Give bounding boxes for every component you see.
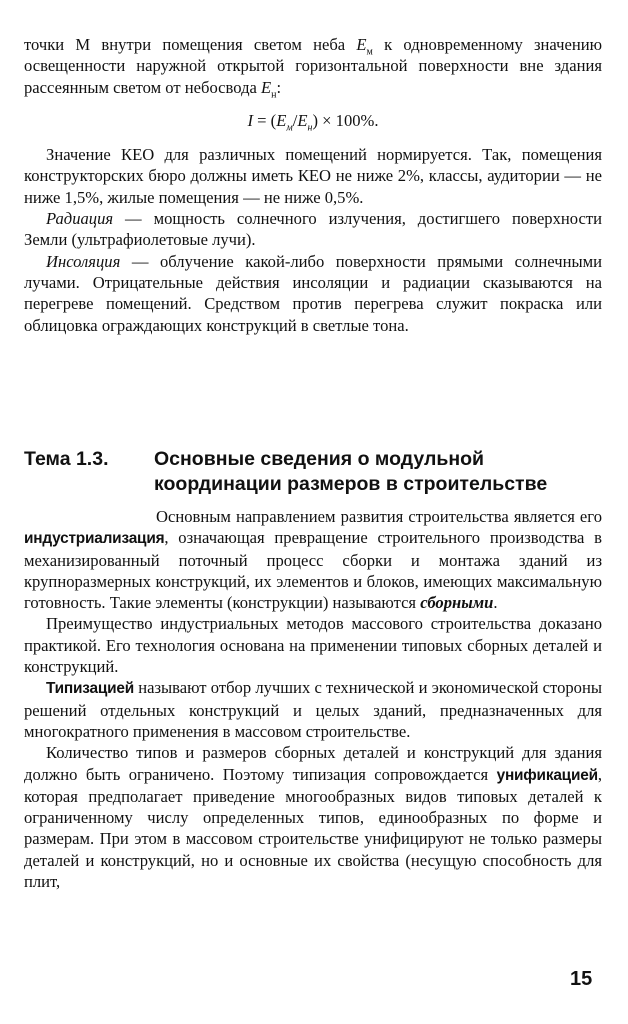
- formula: $I = (E_м/E_н) \times 100\%$.: [247, 110, 379, 134]
- paragraph-radiation: Радиация — мощность солнечного излучения, достигшего поверхности Земли (ультрафиолетовые лучи).: [24, 209, 602, 250]
- term-prefabricated: сборными: [420, 593, 494, 613]
- section-title: Основные сведения о модульной координации размеров в строительстве: [154, 448, 548, 495]
- paragraph-typification: Типизацией называют отбор лучших с технической и экономической стороны решений отдельных конструкций и целых зданий, предназначенных для многократного применения в массовом строительстве.: [24, 678, 602, 741]
- paragraph-advantage: Преимущество индустриальных методов массового строительства доказано практикой. Его технология основана на применении типовых сборных деталей и конструкций.: [24, 614, 602, 677]
- text-block-bottom: [24, 506, 602, 892]
- paragraph-insolation: Инсоляция — облучение какой-либо поверхности прямыми солнечными лучами. Отрицательные действия инсоляции и радиации сказываются на перегреве помещений. Средством против перегрева служит покраска или облицовка ограждающих конструкций в светлые тона.: [24, 251, 602, 335]
- section-number: Тема 1.3.: [24, 448, 109, 470]
- term-typification: Типизацией: [46, 680, 134, 698]
- paragraph-unification: Количество типов и размеров сборных деталей и конструкций для здания должно быть ограничено. Поэтому типизация сопровождается унификацией, которая предполагает приведение многообразных видов типовых деталей к ограниченному числу определенных типов, единообразных по форме и размерам. При этом в массовом строительстве унифицируют не только размеры деталей и конструкций, но и основные их свойства (несущую способность для плит,: [24, 743, 602, 892]
- term-insolation: Инсоляция: [46, 251, 121, 271]
- text-block-top: [24, 34, 602, 336]
- symbol-e: E: [261, 77, 272, 97]
- term-industrialization: индустриализация: [24, 530, 165, 548]
- term-radiation: Радиация: [46, 209, 114, 229]
- paragraph-keo-norms: Значение КЕО для различных помещений нормируется. Так, помещения конструкторских бюро должны иметь КЕО не ниже 2%, классы, аудитории — не ниже 1,5%, жилые помещения — не ниже 0,5%.: [24, 145, 602, 207]
- symbol-e: E: [356, 35, 367, 54]
- paragraph-industrialization: Основным направлением развития строительства является его индустриализация, означающая превращение строительного производства в механизированный поточный процесс сборки и монтажа зданий из крупноразмерных конструкций, их элементов и блоков, имеющих максимальную готовность. Такие элементы (конструкции) называются сборными.: [24, 507, 602, 613]
- paragraph-keo-definition: точки М внутри помещения светом неба $E_м$ к одновременному значению освещенности наружной открытой горизонтальной поверхности вне здания рассеянным светом от небосвода $E_н$:: [24, 35, 602, 100]
- page-number: 15: [570, 968, 593, 990]
- term-unification: унификацией: [496, 766, 598, 784]
